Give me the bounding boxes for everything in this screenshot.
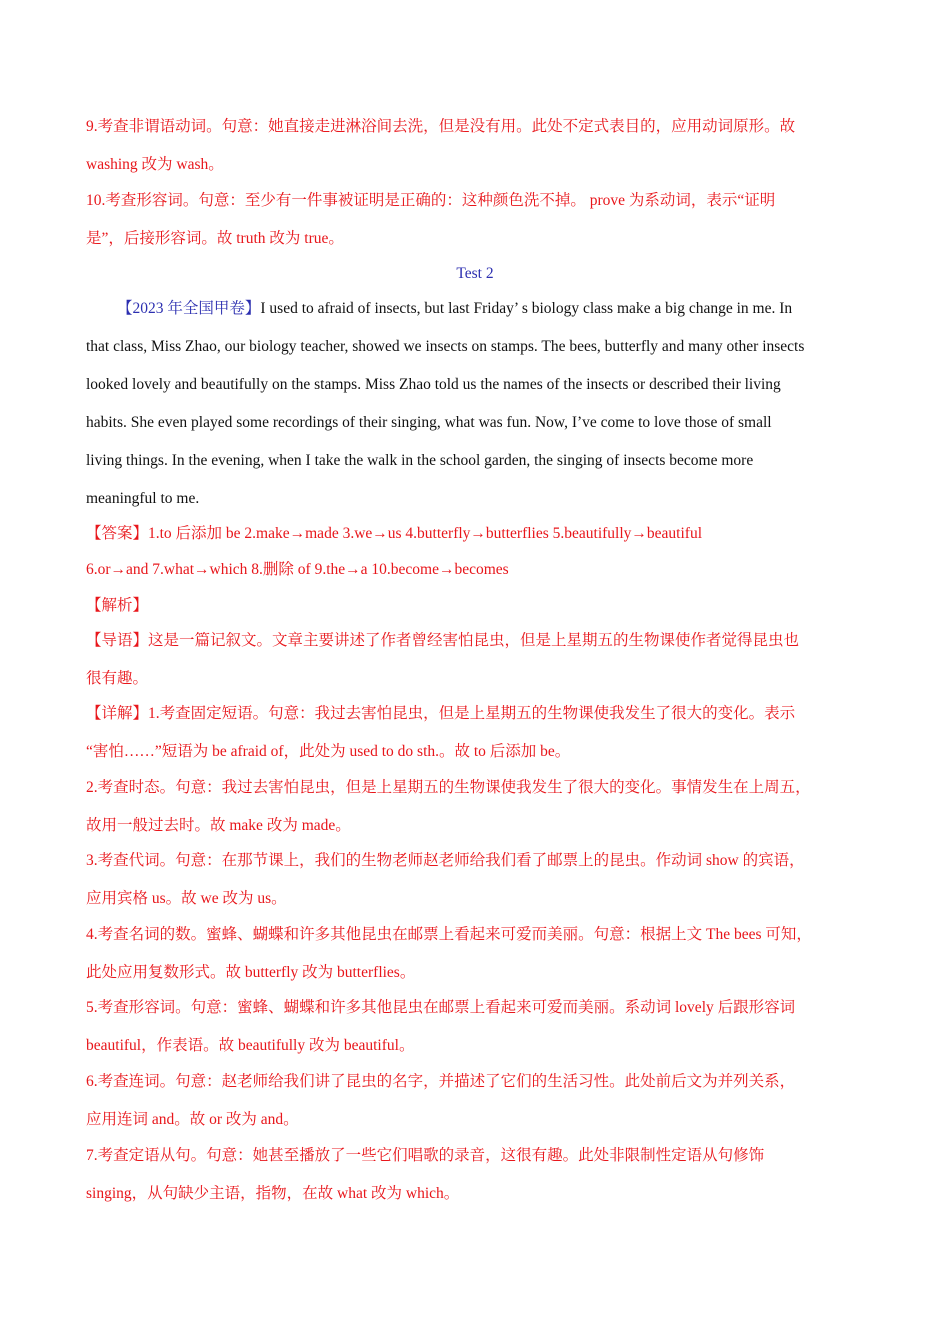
- detail-line: 应用连词 and。故 or 改为 and。: [86, 1111, 299, 1128]
- detail-line: singing，从句缺少主语，指物，在故 what 改为 which。: [86, 1185, 460, 1202]
- prev-explanation-line: 9.考查非谓语动词。句意：她直接走进淋浴间去洗，但是没有用。此处不定式表目的，应用动词原形。故: [86, 118, 796, 135]
- analysis-label: 【解析】: [86, 597, 149, 614]
- detail-line: “害怕……”短语为 be afraid of，此处为 used to do sth.。故 to 后添加 be。: [86, 743, 571, 760]
- source-tag: 【2023 年全国甲卷】: [117, 300, 261, 317]
- detail-line: 5.考查形容词。句意：蜜蜂、蝴蝶和许多其他昆虫在邮票上看起来可爱而美丽。系动词 lovely 后跟形容词: [86, 999, 796, 1016]
- passage-line: living things. In the evening, when I take the walk in the school garden, the singing of insects become more: [86, 452, 754, 469]
- detail-line: 3.考查代词。句意：在那节课上，我们的生物老师赵老师给我们看了邮票上的昆虫。作动词 show 的宾语，: [86, 852, 805, 869]
- answer-line: 6.or→and 7.what→which 8.删除 of 9.the→a 10.become→becomes: [86, 561, 509, 578]
- passage-line: meaningful to me.: [86, 490, 200, 507]
- detail-line: 此处应用复数形式。故 butterfly 改为 butterflies。: [86, 964, 416, 981]
- guide-line: 很有趣。: [86, 670, 149, 687]
- test-title: Test 2: [456, 265, 494, 282]
- detail-line: 4.考查名词的数。蜜蜂、蝴蝶和许多其他昆虫在邮票上看起来可爱而美丽。句意：根据上文 The bees 可知，: [86, 926, 812, 943]
- passage-text: I used to afraid of insects, but last Friday’ s biology class make a big change in me. In: [260, 300, 793, 317]
- prev-explanation-line: 是”，后接形容词。故 truth 改为 true。: [86, 230, 344, 247]
- prev-explanation-line: washing 改为 wash。: [86, 156, 224, 173]
- passage-line: looked lovely and beautifully on the stamps. Miss Zhao told us the names of the insects or described their living: [86, 376, 781, 393]
- detail-line: 7.考查定语从句。句意：她甚至播放了一些它们唱歌的录音，这很有趣。此处非限制性定语从句修饰: [86, 1147, 765, 1164]
- detail-line: 【详解】1.考查固定短语。句意：我过去害怕昆虫，但是上星期五的生物课使我发生了很大的变化。表示: [86, 705, 796, 722]
- guide-line: 【导语】这是一篇记叙文。文章主要讲述了作者曾经害怕昆虫，但是上星期五的生物课使作者觉得昆虫也: [86, 632, 800, 649]
- passage-line: that class, Miss Zhao, our biology teacher, showed we insects on stamps. The bees, butterfly and many other insects: [86, 338, 805, 355]
- prev-explanation-line: 10.考查形容词。句意：至少有一件事被证明是正确的：这种颜色洗不掉。 prove 为系动词，表示“证明: [86, 192, 776, 209]
- detail-line: 6.考查连词。句意：赵老师给我们讲了昆虫的名字，并描述了它们的生活习性。此处前后文为并列关系，: [86, 1073, 796, 1090]
- detail-line: 2.考查时态。句意：我过去害怕昆虫，但是上星期五的生物课使我发生了很大的变化。事情发生在上周五，: [86, 779, 811, 796]
- detail-line: 故用一般过去时。故 make 改为 made。: [86, 817, 351, 834]
- passage-line: habits. She even played some recordings of their singing, what was fun. Now, I’ve come to love those of small: [86, 414, 772, 431]
- detail-line: 应用宾格 us。故 we 改为 us。: [86, 890, 287, 907]
- answer-line: 【答案】1.to 后添加 be 2.make→made 3.we→us 4.butterfly→butterflies 5.beautifully→beautiful: [86, 525, 702, 542]
- detail-line: beautiful，作表语。故 beautifully 改为 beautiful。: [86, 1037, 415, 1054]
- passage-first-line: [117, 299, 877, 319]
